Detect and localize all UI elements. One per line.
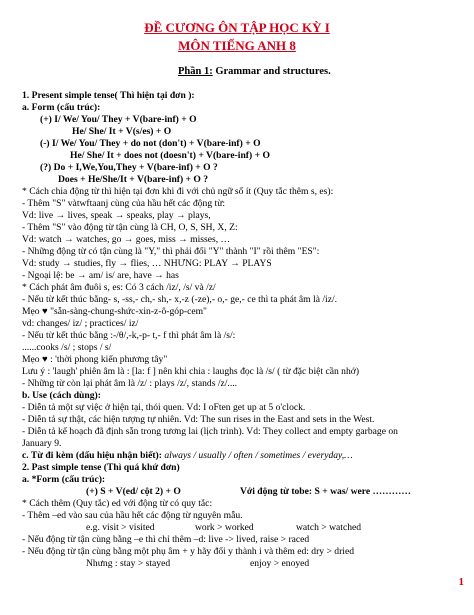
- pronunciation-iz-rule: - Nếu từ kết thúc bằng- s, -ss,- ch,- sh,- x,-z (-ze),- o,- ge,- ce thì ta phát âm là /iz/.: [22, 294, 338, 305]
- example-iz: vd: changes/ iz/ ; practices/ iz/: [22, 318, 139, 329]
- example-worked: work > worked: [195, 522, 254, 533]
- example-s: ......cooks /s/ ; stops / s/: [22, 342, 112, 353]
- tip-s: Mẹo ♥ : 'thời phong kiến phương tây": [22, 354, 168, 365]
- section-label: Phần 1:: [178, 66, 213, 77]
- rule-ed-y: - Nếu động từ tận cùng bằng một phụ âm + y hãy đổi y thành i và thêm ed: dry > dried: [22, 546, 355, 557]
- rule-add-es: - Thêm "S" vào động từ tận cùng là CH, O, S, SH, X, Z:: [22, 222, 238, 233]
- pronunciation-s-rule: - Nếu từ kết thúc bằng :-/θ/,-k,-p- t,- f thì phát âm là /s/:: [22, 330, 236, 341]
- formula-question-singular: Does + He/She/It + V(bare-inf) + O ?: [58, 174, 209, 185]
- note-laugh: Lưu ý : 'laugh' phiên âm là : [la: f ] nên khi chia : laughs đọc là /s/ ( từ đặc biệt cần nhớ): [22, 366, 360, 377]
- use-schedule-cont: January 9.: [22, 438, 62, 449]
- document-title: ĐỀ CƯƠNG ÔN TẬP HỌC KỲ I: [144, 20, 330, 35]
- use-fact: - Diễn tả sự thật, các hiện tượng tự nhiên. Vd: The sun rises in the East and sets in the West.: [22, 414, 375, 425]
- tip-iz: Mẹo ♥ "sẵn-sàng-chung-shức-xin-z-ô-góp-cem": [22, 306, 207, 317]
- example-enjoyed: enjoy > enoyed: [250, 558, 310, 569]
- example-add-es: Vd: watch → watches, go → goes, miss → misses, …: [22, 234, 231, 245]
- subject-title: MÔN TIẾNG ANH 8: [178, 38, 296, 53]
- rule-ed-most: - Thêm –ed vào sau của hầu hết các động từ nguyên mẫu.: [22, 510, 243, 521]
- formula-positive-plural: (+) I/ We/ You/ They + V(bare-inf) + O: [40, 114, 197, 125]
- use-schedule: - Diễn tả kế hoạch đã định sẵn trong tương lai (lịch trình). Vd: They collect and empty garbage on: [22, 426, 398, 437]
- heading-form: a. Form (cấu trúc):: [22, 102, 101, 113]
- formula-past-positive: (+) S + V(ed/ cột 2) + O: [86, 486, 181, 497]
- formula-positive-singular: He/ She/ It + V(s/es) + O: [72, 126, 172, 137]
- example-watched: watch > watched: [296, 522, 362, 533]
- section-text: Grammar and structures.: [212, 66, 331, 77]
- heading-past-form: a. *Form (cấu trúc):: [22, 474, 106, 485]
- rule-ed-e: - Nếu động từ tận cùng bằng –e thì chỉ thêm –d: live -> lived, raise > raced: [22, 534, 310, 545]
- rule-add-s: - Thêm "S" vàtwftaanj cùng của hầu hết các động từ:: [22, 198, 226, 209]
- signal-words: always / usually / often / sometimes / everyday,…: [161, 450, 353, 461]
- heading-present-simple: 1. Present simple tense( Thì hiện tại đơn ):: [22, 90, 195, 101]
- heading-use: b. Use (cách dùng):: [22, 390, 101, 401]
- example-visited: e.g. visit > visited: [86, 522, 155, 533]
- use-habit: - Diễn tả một sự việc ở hiện tại, thói quen. Vd: I oFten get up at 5 o'clock.: [22, 402, 306, 413]
- section-heading: [178, 66, 331, 78]
- signal-words-line: [22, 450, 353, 462]
- pronunciation-heading: * Cách phát âm đuôi s, es: Có 3 cách /iz/, /s/ và /z/: [22, 282, 216, 293]
- formula-negative-singular: He/ She/ It + does not (doesn't) + V(bare-inf) + O: [70, 150, 270, 161]
- example-y-to-ies: Vd: study → studies, fly → flies, … NHƯNG: PLAY → PLAYS: [22, 258, 272, 269]
- rule-y-to-ies: - Những động từ có tận cùng là "Y," thì phải đổi "Y" thành "I" rồi thêm "ES":: [22, 246, 320, 257]
- rule-s-es: * Cách chia động từ thì hiện tại đơn khi đi với chủ ngữ số ít (Quy tắc thêm s, es):: [22, 186, 334, 197]
- example-stayed: Nhưng : stay > stayed: [86, 558, 171, 569]
- heading-past-simple: 2. Past simple tense (Thì quá khứ đơn): [22, 462, 180, 473]
- example-add-s: Vd: live → lives, speak → speaks, play → plays,: [22, 210, 211, 221]
- formula-negative-plural: (-) I/ We/ You/ They + do not (don't) + V(bare-inf) + O: [40, 138, 261, 149]
- pronunciation-z-rule: - Những từ còn lại phát âm là /z/ : plays /z/, stands /z/....: [22, 378, 238, 389]
- exception-note: - Ngoại lệ: be → am/ is/ are, have → has: [22, 270, 179, 281]
- heading-signal-words: c. Từ đi kèm (dấu hiệu nhận biết):: [22, 450, 162, 461]
- formula-past-tobe: Với động từ tobe: S + was/ were …………: [240, 486, 411, 497]
- formula-question-plural: (?) Do + I,We,You,They + V(bare-inf) + O ?: [40, 162, 218, 173]
- rule-add-ed: * Cách thêm (Quy tắc) ed với động từ có quy tắc:: [22, 498, 213, 509]
- page-number: 1: [458, 576, 464, 588]
